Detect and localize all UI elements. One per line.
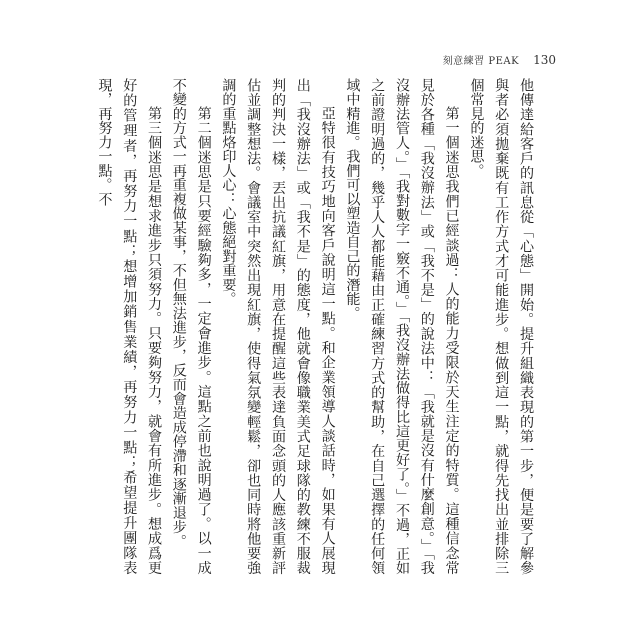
paragraph-5: 第三個迷思是想求進步只須努力。只要夠努力，就會有所進步。想成爲更好的管理者，再努力一點；想增加銷售業績，再努力一點；希望提升團隊表現，再努力一點。不: [96, 78, 163, 575]
book-title: 刻意練習 PEAK: [442, 56, 520, 67]
paragraph-2: 第一個迷思我們已經談過：人的能力受限於天生注定的特質。這種信念常見於各種「我沒辦法」或「我不是」的說法中：「我就是沒有什麼創意。」「我沒辦法管人。」「我對數字一竅不通。」「我沒辦法做得比這更好了。」不過，正如之前證明過的，幾乎人人都能藉由正確練習方式的幫助，在自己選擇的任何領域中精進。我們可以塑造自己的潛能。: [344, 78, 460, 575]
paragraph-4: 第二個迷思是只要經驗夠多，一定會進步。這點之前也說明過了。以一成不變的方式一再重複做某事，不但無法進步，反而會造成停滯和逐漸退步。: [170, 78, 212, 575]
paragraph-3: 亞特很有技巧地向客戶說明這一點。和企業領導人談話時，如果有人展現出「我沒辦法」或「我不是」的態度，他就會像職業美式足球隊的教練不服裁判的判決一樣，丟出抗議紅旗，用意在提醒這些表達負面念頭的人應該重新評估並調整想法。會議室中突然出現紅旗，使得氣氛變輕鬆，卻也同時將他要強調的重點烙印人心：心態絕對重要。: [220, 78, 336, 575]
paragraph-1: 他傳達給客戶的訊息從「心態」開始。提升組織表現的第一步，便是要了解參與者必須拋棄既有工作方式才可能進步。想做到這一點，就得先找出並排除三個常見的迷思。: [468, 78, 534, 575]
body-text: [68, 78, 538, 575]
running-header: [443, 52, 556, 67]
page-number: 130: [533, 53, 556, 67]
